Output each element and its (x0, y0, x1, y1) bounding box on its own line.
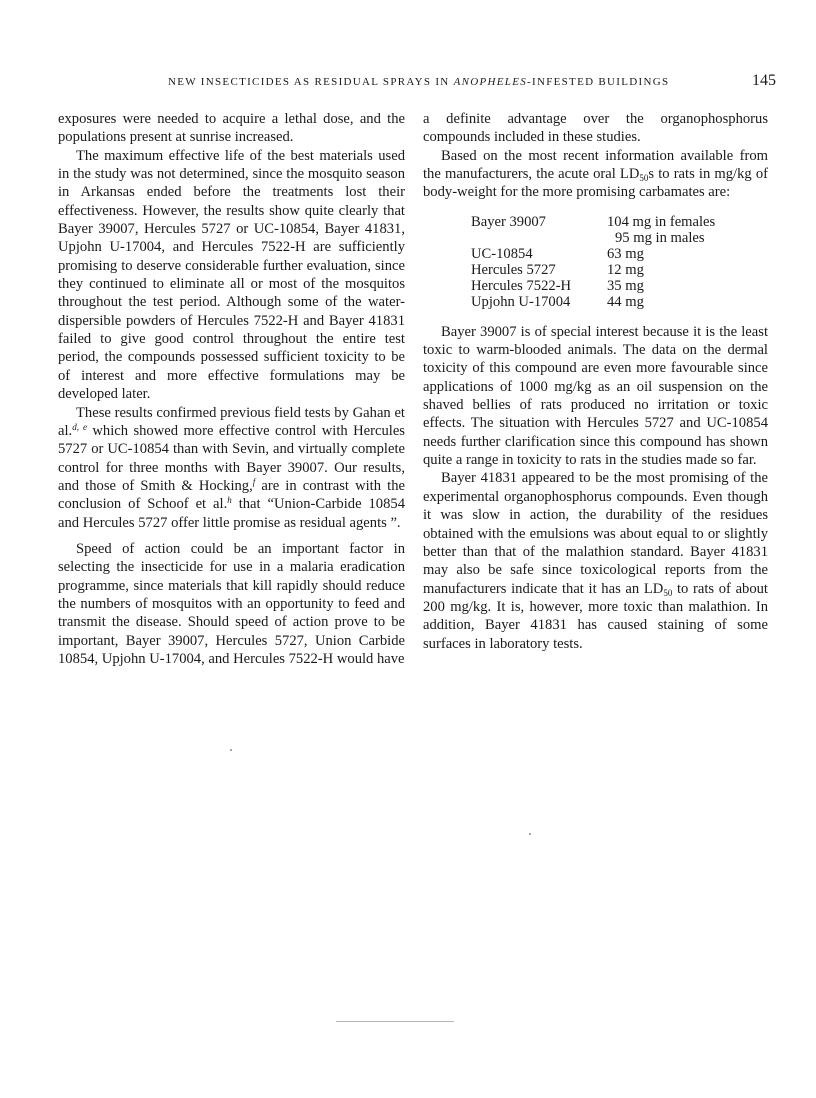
scan-speck (529, 833, 531, 835)
ld50-row (471, 246, 715, 262)
right-paragraph-1: a definite advantage over the organophosphorus compounds included in these studies. (423, 111, 768, 146)
ld50-value: 63 mg (607, 245, 644, 262)
compound-name (471, 230, 607, 246)
compound-name: Hercules 5727 (471, 261, 556, 278)
left-paragraph-3 (58, 404, 405, 532)
left-paragraph-3-text-b: which showed more effective control with Hercules 5727 or UC-10854 than with Sevin, and virtually complete control for three months with Bayer 39007. Our results, and those of Smith & Hocking, (58, 422, 405, 494)
running-header (58, 72, 776, 96)
right-paragraph-4-text-a: Bayer 41831 appeared to be the most promising of the experimental organophosphorus compounds. Even though it was slow in action, the durability of the residues obtained with the emulsions was about equal to or slightly better than that of the malathion standard. Bayer 41831 may also be safe since toxicological reports from the manufacturers indicate that it has an LD (423, 470, 768, 597)
running-title-italic: ANOPHELES (453, 76, 528, 88)
right-paragraph-4-text-b: to rats of about 200 mg/kg. It is, however, more toxic than malathion. In addition, Bayer 41831 has caused staining of some surfaces in laboratory tests. (423, 580, 768, 652)
reference-marker: f (252, 476, 256, 487)
ld50-value: 12 mg (607, 261, 644, 278)
subscript: 50 (639, 173, 649, 184)
right-paragraph-2 (423, 147, 768, 202)
running-title-part2: -INFESTED BUILDINGS (527, 76, 670, 88)
subscript: 50 (663, 587, 673, 598)
end-rule (336, 1021, 454, 1022)
page-number: 145 (752, 72, 776, 89)
reference-marker: d, e (72, 421, 87, 432)
right-paragraph-3: Bayer 39007 is of special interest because it is the least toxic to warm-blooded animals. The data on the dermal toxicity of this compound are even more favourable since applications of 1000 mg/kg as an oil suspension on the shaved bellies of rats produced no irritation or toxic effects. The situation with Hercules 5727 and UC-10854 needs further clarification since this compound has shown quite a range in toxicity to rats in the studies made so far. (423, 323, 768, 469)
ld50-row (471, 262, 715, 278)
left-column (58, 110, 405, 668)
ld50-row (471, 294, 715, 310)
ld50-value: 35 mg (607, 277, 644, 294)
right-column (423, 110, 768, 653)
left-paragraph-2: The maximum effective life of the best materials used in the study was not determined, since the mosquito season in Arkansas ended before the treatments lost their effectiveness. However, the results show quite clearly that Bayer 39007, Hercules 5727 or UC-10854, Bayer 41831, Upjohn U-17004, and Hercules 7522-H are sufficiently promising to deserve considerable further evaluation, since they continued to eliminate all or most of the mosquitos throughout the test period. Although some of the water-dispersible powders of Hercules 7522-H and Bayer 41831 failed to give good control throughout the entire test period, the compounds possessed sufficient toxicity to be of interest and more effective formulations may be developed later. (58, 147, 405, 403)
left-paragraph-4: Speed of action could be an important factor in selecting the insecticide for use in a malaria eradication programme, since materials that kill rapidly should reduce the numbers of mosquitos with an opportunity to feed and transmit the disease. Should speed of action prove to be important, Bayer 39007, Hercules 5727, Union Carbide 10854, Upjohn U-17004, and Hercules 7522-H would have (58, 540, 405, 667)
running-title-part1: NEW INSECTICIDES AS RESIDUAL SPRAYS IN (168, 76, 454, 88)
reference-marker: h (227, 495, 232, 506)
compound-name: UC-10854 (471, 245, 533, 262)
ld50-row (471, 278, 715, 294)
right-paragraph-2-text-a: Based on the most recent information available from the manufacturers, the acute oral LD (423, 147, 768, 183)
scan-speck (230, 749, 232, 751)
ld50-table (471, 214, 715, 310)
right-paragraph-4 (423, 469, 768, 652)
running-title (168, 76, 669, 88)
left-paragraph-3-text-c: are in contrast with the conclusion of Schoof et al. (58, 477, 405, 513)
compound-name: Upjohn U-17004 (471, 293, 571, 310)
right-paragraph-2-text-b: s to rats in mg/kg of body-weight for the more promising carbamates are: (423, 166, 768, 201)
ld50-value: 104 mg in females (607, 213, 716, 230)
ld50-row (471, 230, 715, 246)
left-paragraph-3-text-d: that “Union-Carbide 10854 and Hercules 5727 offer little promise as residual agents ”. (58, 496, 405, 531)
left-paragraph-3-text-a: These results confirmed previous field tests by Gahan et al. (58, 404, 405, 439)
compound-name: Hercules 7522-H (471, 277, 572, 294)
ld50-value: 44 mg (607, 293, 644, 310)
left-paragraph-1: exposures were needed to acquire a lethal dose, and the populations present at sunrise increased. (58, 111, 405, 146)
ld50-row (471, 214, 715, 230)
compound-name: Bayer 39007 (471, 213, 546, 230)
ld50-value: 95 mg in males (615, 229, 705, 246)
